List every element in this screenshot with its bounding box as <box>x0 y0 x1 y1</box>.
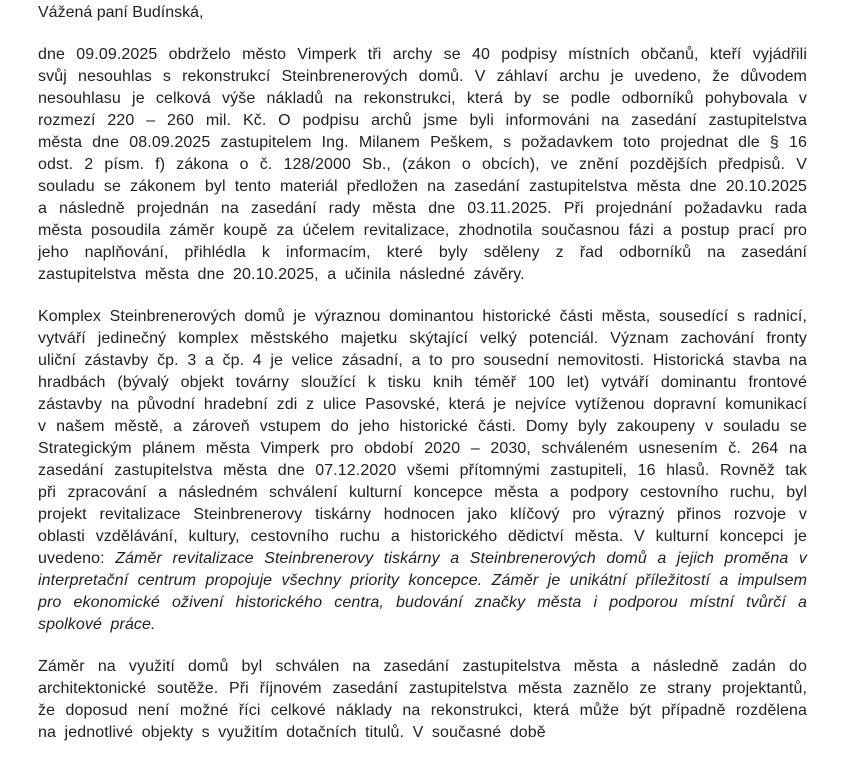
paragraph-2-italic-quote: Záměr revitalizace Steinbrenerovy tiskárny a Steinbrenerových domů a jejich proměna v interpretační centrum propojuje všechny priority koncepce. Záměr je unikátní příležitostí a impulsem pro ekonomické oživení historického centra, budování značky města i podporou místní tvůrčí a spolkové práce. <box>38 550 807 633</box>
paragraph-3-text: Záměr na využití domů byl schválen na zasedání zastupitelstva města a následně zadán do architektonické soutěže. Při říjnovém zasedání zastupitelstva města zaznělo ze strany projektantů, že doposud není možné říci celkové náklady na rekonstrukci, která může být případně rozdělena na jednotlivé objekty s využitím dotačních titulů. V současné době <box>38 658 807 741</box>
paragraph-2-text: Komplex Steinbrenerových domů je výraznou dominantou historické části města, sousedící s radnicí, vytváří jedinečný komplex městského majetku skýtající velký potenciál. Význam zachování fronty uliční zástavby čp. 3 a čp. 4 je velice zásadní, a to pro sousední nemovitosti. Historická stavba na hradbách (bývalý objekt továrny sloužící k tisku knih téměř 100 let) vytváří dominantu frontové zástavby na původní hradební zdi z ulice Pasovské, která je nejvíce vytíženou dopravní komunikací v našem městě, a zároveň vstupem do jeho historické části. Domy byly zakoupeny v souladu se Strategickým plánem města Vimperk pro období 2020 – 2030, schváleném usnesením č. 264 na zasedání zastupitelstva města dne 07.12.2020 všemi přítomnými zastupiteli, 16 hlasů. Rovněž tak při zpracování a následném schválení kulturní koncepce města a podpory cestovního ruchu, byl projekt revitalizace Steinbrenerovy tiskárny hodnocen jako klíčový pro výrazný přinos rozvoje v oblasti vzdělávání, kultury, cestovního ruchu a historického dědictví města. V kulturní koncepci je uvedeno: <box>38 308 807 567</box>
salutation: Vážená paní Budínská, <box>38 4 204 21</box>
paragraph-2 <box>38 306 807 636</box>
paragraph-1 <box>38 44 807 286</box>
paragraph-3 <box>38 656 807 744</box>
paragraph-1-text: dne 09.09.2025 obdrželo město Vimperk tři archy se 40 podpisy místních občanů, kteří vyjádřili svůj nesouhlas s rekonstrukcí Steinbrenerových domů. V záhlaví archu je uvedeno, že důvodem nesouhlasu je celková výše nákladů na rekonstrukci, která by se podle odborníků pohybovala v rozmezí 220 – 260 mil. Kč. O podpisu archů jsme byli informováni na zasedání zastupitelstva města dne 08.09.2025 zastupitelem Ing. Milanem Peškem, s požadavkem toto projednat dle § 16 odst. 2 písm. f) zákona o č. 128/2000 Sb., (zákon o obcích), ve znění pozdějších předpisů. V souladu se zákonem byl tento materiál předložen na zasedání zastupitelstva města dne 20.10.2025 a následně projednán na zasedání rady města dne 03.11.2025. Při projednání požadavku rada města posoudila záměr koupě za účelem revitalizace, zhodnotila současnou fázi a postup prací pro jeho naplňování, přihlédla k informacím, které byly sděleny z řad odborníků na zasedání zastupitelstva města dne 20.10.2025, a učinila následné závěry. <box>38 46 807 283</box>
